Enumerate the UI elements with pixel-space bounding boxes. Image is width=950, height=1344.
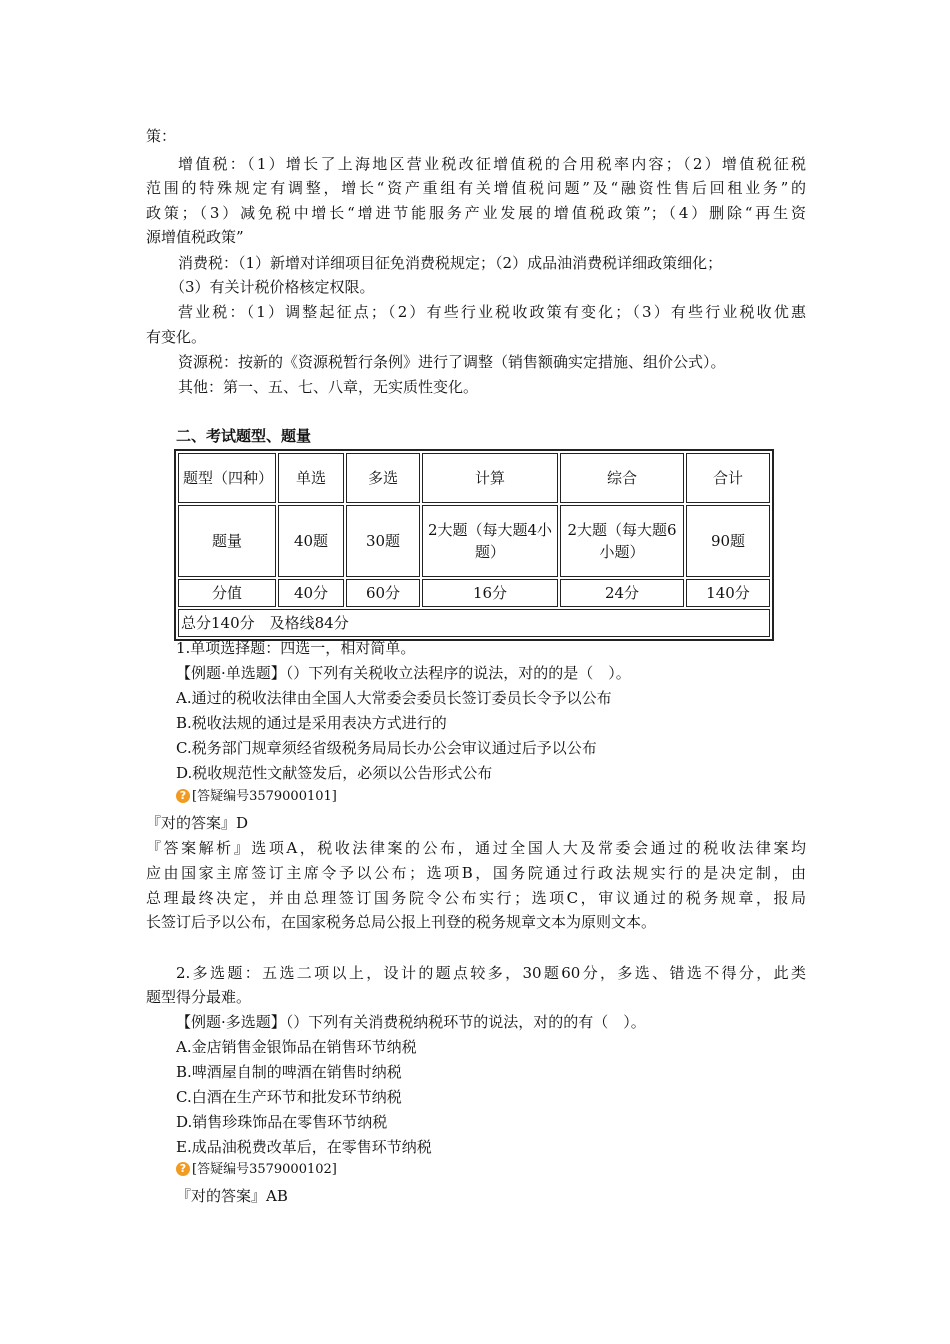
table-cell: 2大题（每大题6小题）	[560, 505, 684, 577]
q2-option-a: A.金店销售金银饰品在销售环节纳税	[176, 1038, 417, 1056]
q1-intro: 1.单项选择题：四选一，相对简单。	[176, 639, 416, 657]
table-cell: 90题	[686, 505, 770, 577]
q1-stem: 【例题·单选题】（）下列有关税收立法程序的说法，对的的是（ ）。	[176, 664, 631, 682]
business-line-1: 营业税：（1）调整起征点；（2）有些行业税收政策有变化；（3）有些行业税收优惠	[178, 303, 806, 321]
table-cell: 题量	[178, 505, 276, 577]
q2-option-c: C.白酒在生产环节和批发环节纳税	[176, 1088, 402, 1106]
resource-tax-line: 资源税：按新的《资源税暂行条例》进行了调整（销售额确实定措施、组价公式）。	[178, 353, 726, 371]
table-header-cell: 综合	[560, 453, 684, 503]
vat-line-3: 政策；（3）减免税中增长“增进节能服务产业发展的增值税政策”；（4）删除“再生资	[146, 204, 806, 222]
q1-option-d: D.税收规范性文献签发后，必须以公告形式公布	[176, 764, 493, 782]
question-mark-icon[interactable]: ?	[176, 1162, 190, 1176]
q2-option-d: D.销售珍珠饰品在零售环节纳税	[176, 1113, 388, 1131]
business-line-2: 有变化。	[146, 328, 207, 346]
table-footer-row	[178, 609, 770, 637]
other-line: 其他：第一、五、七、八章，无实质性变化。	[178, 378, 479, 396]
table-cell: 24分	[560, 579, 684, 607]
vat-line-4: 源增值税政策”	[146, 228, 244, 246]
q1-analysis-line-3: 总理最终决定，并由总理签订国务院令公布实行；选项C，审议通过的税务规章，报局	[146, 889, 806, 907]
q2-answer-id[interactable]	[176, 1160, 337, 1180]
table-cell: 2大题（每大题4小题）	[422, 505, 558, 577]
table-row	[178, 579, 770, 607]
table-cell: 40分	[278, 579, 344, 607]
vat-line-1: 增值税：（1）增长了上海地区营业税改征增值税的合用税率内容；（2）增值税征税	[178, 155, 806, 173]
table-row	[178, 505, 770, 577]
table-cell: 16分	[422, 579, 558, 607]
q2-option-b: B.啤酒屋自制的啤酒在销售时纳税	[176, 1063, 402, 1081]
table-cell: 40题	[278, 505, 344, 577]
question-mark-icon[interactable]: ?	[176, 789, 190, 803]
exam-type-table	[174, 449, 774, 641]
q1-option-a: A.通过的税收法律由全国人大常委会委员长签订委员长令予以公布	[176, 689, 612, 707]
table-cell: 30题	[346, 505, 420, 577]
q1-analysis-line-1: 『答案解析』选项A，税收法律案的公布，通过全国人大及常委会通过的税收法律案均	[146, 839, 806, 857]
table-cell: 140分	[686, 579, 770, 607]
total-score-cell: 总分140分 及格线84分	[178, 609, 770, 637]
table-header-cell: 合计	[686, 453, 770, 503]
q2-answer: 『对的答案』AB	[176, 1187, 288, 1205]
continuation-text: 策：	[146, 127, 177, 145]
table-cell: 60分	[346, 579, 420, 607]
q2-intro-line-2: 题型得分最难。	[146, 988, 252, 1006]
q1-option-b: B.税收法规的通过是采用表决方式进行的	[176, 714, 447, 732]
table-header-cell: 计算	[422, 453, 558, 503]
q1-analysis-line-2: 应由国家主席签订主席令予以公布；选项B，国务院通过行政法规实行的是决定制，由	[146, 864, 806, 882]
q2-intro-line-1: 2.多选题：五选二项以上，设计的题点较多，30题60分，多选、错选不得分，此类	[176, 964, 806, 982]
table-header-cell: 多选	[346, 453, 420, 503]
table-header-row	[178, 453, 770, 503]
table-cell: 分值	[178, 579, 276, 607]
consumption-line-1: 消费税：（1）新增对详细项目征免消费税规定；（2）成品油消费税详细政策细化；	[178, 254, 723, 272]
q1-answer: 『对的答案』D	[146, 814, 249, 832]
section-title: 二、考试题型、题量	[176, 427, 312, 445]
consumption-line-2: （3）有关计税价格核定权限。	[170, 278, 375, 296]
table-header-cell: 单选	[278, 453, 344, 503]
q1-analysis-line-4: 长签订后予以公布，在国家税务总局公报上刊登的税务规章文本为原则文本。	[146, 913, 657, 931]
q2-answer-id-text: [答疑编号3579000102]	[192, 1162, 337, 1177]
q2-option-e: E.成品油税费改革后，在零售环节纳税	[176, 1138, 432, 1156]
vat-line-2: 范围的特殊规定有调整，增长“资产重组有关增值税问题”及“融资性售后回租业务”的	[146, 179, 806, 197]
q1-answer-id[interactable]	[176, 787, 337, 807]
q2-stem: 【例题·多选题】（）下列有关消费税纳税环节的说法，对的的有（ ）。	[176, 1013, 646, 1031]
q1-answer-id-text: [答疑编号3579000101]	[192, 789, 337, 804]
q1-option-c: C.税务部门规章须经省级税务局局长办公会审议通过后予以公布	[176, 739, 597, 757]
table-header-cell: 题型（四种）	[178, 453, 276, 503]
